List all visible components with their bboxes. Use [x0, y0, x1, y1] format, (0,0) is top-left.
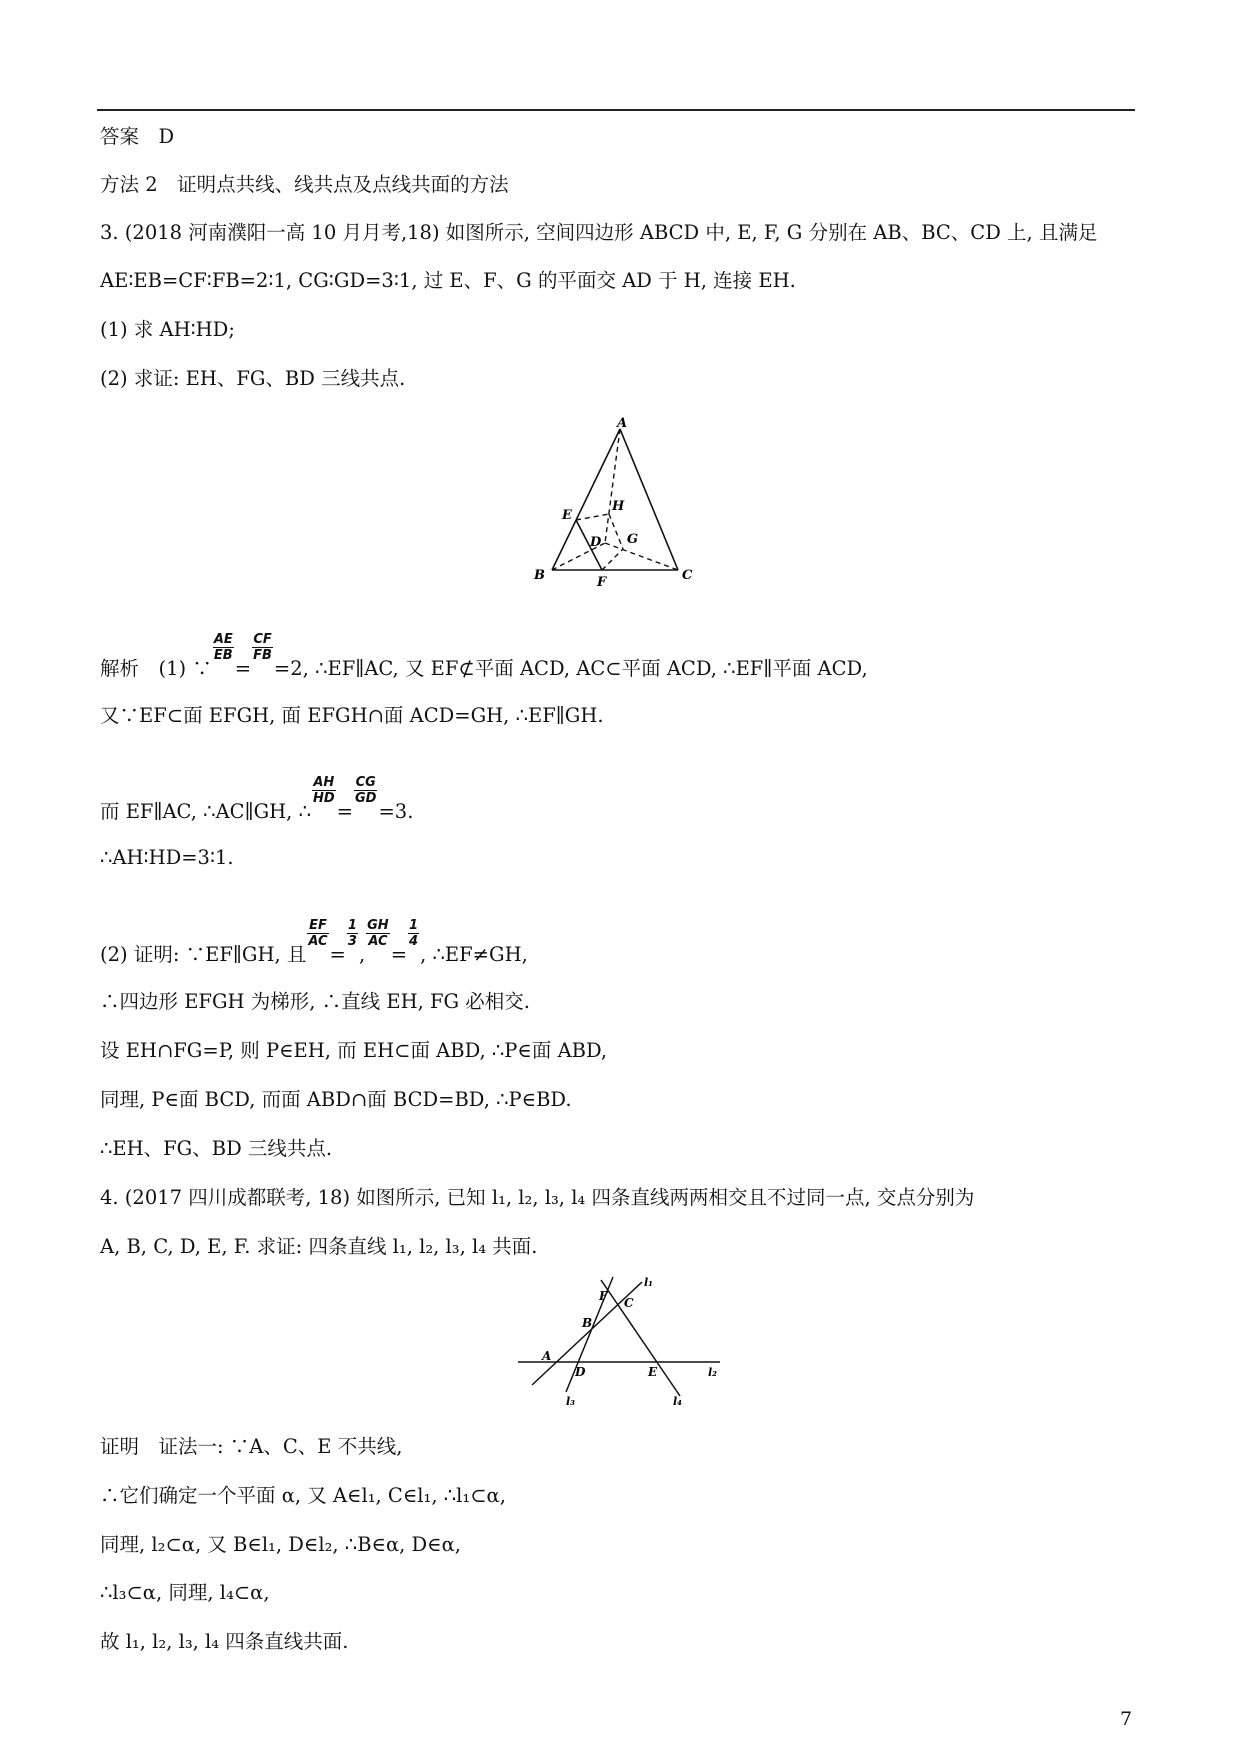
label-d: D: [590, 535, 602, 550]
sol3-line5-post: , ∴EF≠GH,: [420, 943, 528, 966]
sol4-line2: ∴它们确定一个平面 α, 又 A∈l₁, C∈l₁, ∴l₁⊂α,: [100, 1484, 506, 1507]
frac-num: EF: [309, 918, 327, 933]
frac-num: GH: [367, 918, 389, 933]
sol4-line1: 证明 证法一: ∵A、C、E 不共线,: [100, 1435, 403, 1458]
sol4-line3: 同理, l₂⊂α, 又 B∈l₁, D∈l₂, ∴B∈α, D∈α,: [100, 1533, 461, 1556]
frac-den: 4: [409, 934, 419, 949]
sol3-line3-pre: 而 EF∥AC, ∴AC∥GH, ∴: [100, 800, 311, 823]
sol3-line3-post: =3.: [378, 800, 414, 823]
frac-num: 1: [347, 918, 357, 933]
q4-line2: A, B, C, D, E, F. 求证: 四条直线 l₁, l₂, l₃, l₄ 共面.: [100, 1235, 538, 1258]
label-a: A: [617, 416, 628, 431]
frac-num: CF: [253, 632, 272, 647]
label-g: G: [627, 532, 639, 547]
q3-line1: 3. (2018 河南濮阳一高 10 月月考,18) 如图所示, 空间四边形 ABCD 中, E, F, G 分别在 AB、BC、CD 上, 且满足: [100, 221, 1098, 244]
label-l1: l₁: [644, 1276, 653, 1289]
q3-part2: (2) 求证: EH、FG、BD 三线共点.: [100, 367, 406, 390]
header-rule: [97, 109, 1135, 111]
sol3-line4: ∴AH∶HD=3∶1.: [100, 846, 234, 869]
line-l4: [601, 1280, 680, 1396]
frac-den: FB: [253, 648, 272, 663]
fraction-one-third: [347, 918, 358, 949]
sol3-line6: ∴四边形 EFGH 为梯形, ∴直线 EH, FG 必相交.: [100, 990, 530, 1013]
frac-num: 1: [409, 918, 419, 933]
fraction-one-fourth: [408, 918, 419, 949]
frac-den: AC: [368, 934, 388, 949]
edge-hg: [609, 514, 623, 549]
sol4-line5: 故 l₁, l₂, l₃, l₄ 四条直线共面.: [100, 1630, 349, 1653]
fraction-gh-ac: [366, 918, 390, 949]
frac-num: AH: [313, 775, 335, 790]
label-f: F: [597, 575, 607, 590]
fraction-ef-ac: [307, 918, 328, 949]
answer-line: 答案 D: [100, 125, 175, 148]
label-a: A: [542, 1349, 552, 1363]
edge-ac: [620, 429, 678, 570]
sol3-line2: 又∵EF⊂面 EFGH, 面 EFGH∩面 ACD=GH, ∴EF∥GH.: [100, 704, 604, 727]
frac-num: CG: [355, 775, 376, 790]
frac-den: 3: [347, 934, 357, 949]
label-c: C: [624, 1296, 634, 1310]
frac-den: EB: [213, 648, 233, 663]
q3-part1: (1) 求 AH∶HD;: [100, 318, 235, 341]
q4-line1: 4. (2017 四川成都联考, 18) 如图所示, 已知 l₁, l₂, l₃, l₄ 四条直线两两相交且不过同一点, 交点分别为: [100, 1186, 975, 1209]
sol3-line1: 解析 (1) ∵ $\frac{AE}{EB}$ = $\frac{CF}{FB}$ =2, ∴EF∥AC, 又 EF⊄平面 ACD, AC⊂平面 ACD, ∴EF∥平面 ACD,: [100, 632, 868, 680]
label-e: E: [562, 508, 572, 523]
sol3-line9: ∴EH、FG、BD 三线共点.: [100, 1137, 333, 1160]
sol3-line3: 而 EF∥AC, ∴AC∥GH, ∴ $\frac{AH}{HD}$ = $\frac{CG}{GD}$ =3.: [100, 775, 414, 823]
label-l3: l₃: [566, 1395, 575, 1408]
frac-num: AE: [213, 632, 233, 647]
label-b: B: [582, 1316, 593, 1330]
edge-eh: [576, 514, 609, 520]
q3-line2: AE∶EB=CF∶FB=2∶1, CG∶GD=3∶1, 过 E、F、G 的平面交 AD 于 H, 连接 EH.: [100, 269, 796, 292]
edge-ab: [552, 429, 620, 570]
frac-den: HD: [312, 791, 335, 806]
fraction-ae-eb: [213, 632, 234, 663]
sol3-line1-pre: 解析 (1) ∵: [100, 657, 212, 680]
sol3-line5-pre: (2) 证明: ∵EF∥GH, 且: [100, 943, 307, 966]
label-l4: l₄: [673, 1395, 682, 1408]
sol3-line1-post: =2, ∴EF∥AC, 又 EF⊄平面 ACD, AC⊂平面 ACD, ∴EF∥平面 ACD,: [273, 657, 868, 680]
fraction-cf-fb: [252, 632, 273, 663]
label-l2: l₂: [708, 1366, 717, 1379]
method-title: 方法 2 证明点共线、线共点及点线共面的方法: [100, 173, 509, 196]
sol3-line8: 同理, P∈面 BCD, 而面 ABD∩面 BCD=BD, ∴P∈BD.: [100, 1088, 572, 1111]
frac-den: AC: [308, 934, 328, 949]
label-f: F: [599, 1289, 608, 1303]
frac-den: GD: [355, 791, 377, 806]
sol3-line7: 设 EH∩FG=P, 则 P∈EH, 而 EH⊂面 ABD, ∴P∈面 ABD,: [100, 1039, 608, 1062]
tetrahedron-figure: [530, 415, 710, 590]
four-lines-figure: [510, 1270, 730, 1410]
page-number: 7: [1120, 1708, 1133, 1730]
sol3-line5: (2) 证明: ∵EF∥GH, 且 $\frac{EF}{AC}$ = $\frac{1}{3}$ , $\frac{GH}{AC}$ = $\frac{1}{4}$ , ∴EF≠GH,: [100, 918, 528, 966]
label-d: D: [575, 1365, 586, 1379]
label-h: H: [612, 499, 625, 514]
fraction-cg-gd: [354, 775, 377, 806]
label-b: B: [534, 568, 545, 583]
edge-fg: [602, 549, 623, 570]
label-c: C: [682, 568, 693, 583]
sol4-line4: ∴l₃⊂α, 同理, l₄⊂α,: [100, 1581, 270, 1604]
label-e: E: [648, 1365, 658, 1379]
fraction-ah-hd: [312, 775, 336, 806]
